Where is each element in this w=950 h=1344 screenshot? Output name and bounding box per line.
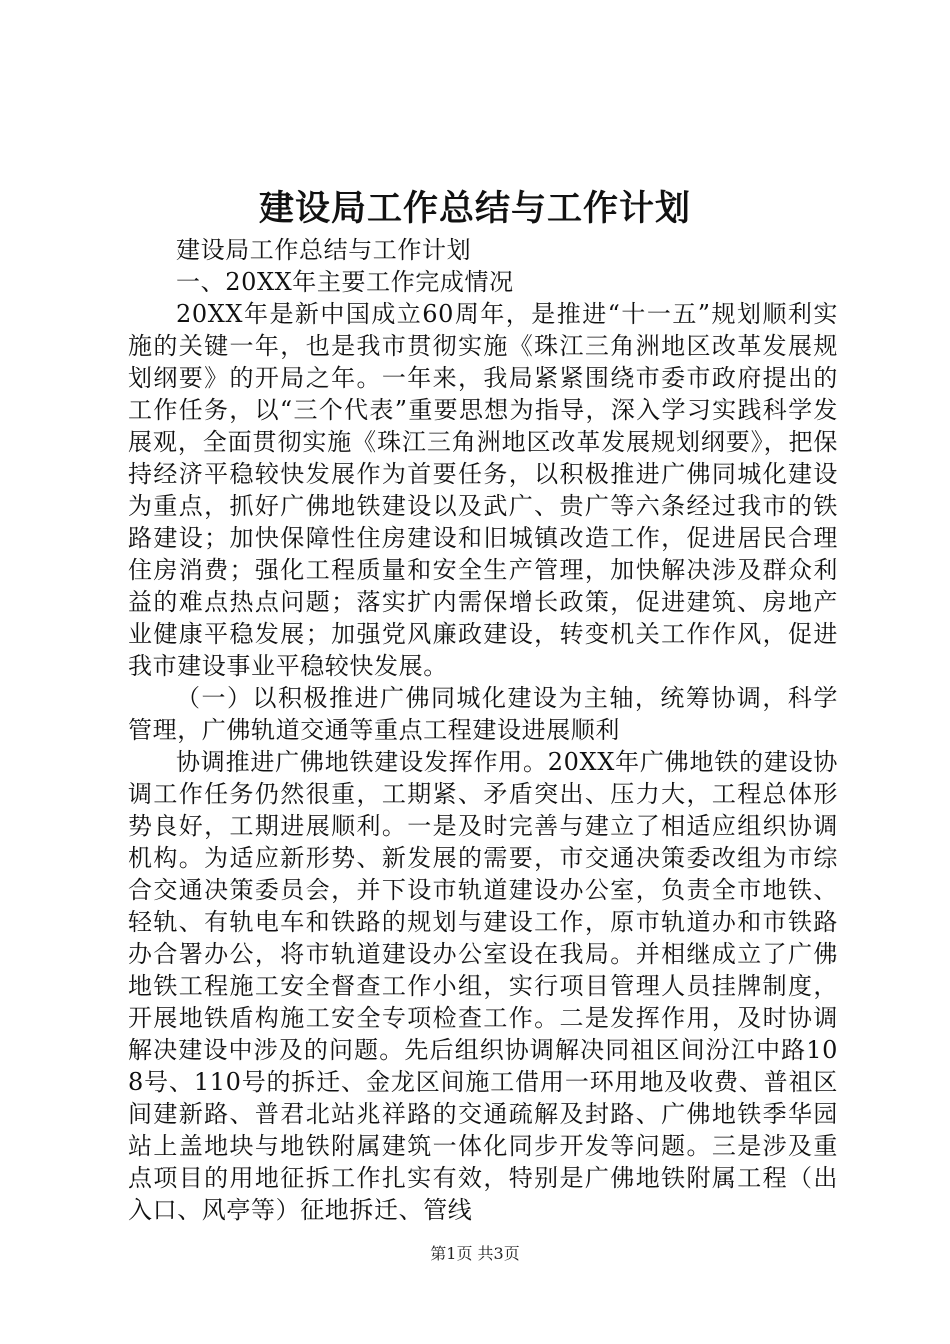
paragraph-metro-coordination: 协调推进广佛地铁建设发挥作用。20XX年广佛地铁的建设协调工作任务仍然很重，工期紧、矛盾突出、压力大，工程总体形势良好，工期进展顺利。一是及时完善与建立了相适应组织协调机构。为适应新形势、新发展的需要，市交通决策委改组为市综合交通决策委员会，并下设市轨道建设办公室，负责全市地铁、轻轨、有轨电车和铁路的规划与建设工作，原市轨道办和市铁路办合署办公，将市轨道建设办公室设在我局。并相继成立了广佛地铁工程施工安全督查工作小组，实行项目管理人员挂牌制度，开展地铁盾构施工安全专项检查工作。二是发挥作用，及时协调解决建设中涉及的问题。先后组织协调解决同祖区间汾江中路108号、110号的拆迁、金龙区间施工借用一环用地及收费、普祖区间建新路、普君北站兆祥路的交通疏解及封路、广佛地铁季华园站上盖地块与地铁附属建筑一体化同步开发等问题。三是涉及重点项目的用地征拆工作扎实有效，特别是广佛地铁附属工程（出入口、风亭等）征地拆迁、管线 [128, 748, 838, 1224]
paragraph-overview: 20XX年是新中国成立60周年，是推进“十一五”规划顺利实施的关键一年，也是我市贯彻实施《珠江三角洲地区改革发展规划纲要》的开局之年。一年来，我局紧紧围绕市委市政府提出的工作任务，以“三个代表”重要思想为指导，深入学习实践科学发展观，全面贯彻实施《珠江三角洲地区改革发展规划纲要》，把保持经济平稳较快发展作为首要任务，以积极推进广佛同城化建设为重点，抓好广佛地铁建设以及武广、贵广等六条经过我市的铁路建设；加快保障性住房建设和旧城镇改造工作，促进居民合理住房消费；强化工程质量和安全生产管理，加快解决涉及群众利益的难点热点问题；落实扩内需保增长政策，促进建筑、房地产业健康平稳发展；加强党风廉政建设，转变机关工作作风，促进我市建设事业平稳较快发展。 [128, 300, 838, 680]
paragraph-section-heading: 一、20XX年主要工作完成情况 [176, 268, 514, 296]
page-number-footer: 第1页 共3页 [430, 1244, 520, 1263]
paragraph-subtitle: 建设局工作总结与工作计划 [176, 236, 472, 264]
document-body [128, 234, 838, 1226]
paragraph-subsection-heading: （一）以积极推进广佛同城化建设为主轴，统筹协调，科学管理，广佛轨道交通等重点工程建设进展顺利 [128, 684, 838, 744]
document-title: 建设局工作总结与工作计划 [258, 188, 691, 229]
